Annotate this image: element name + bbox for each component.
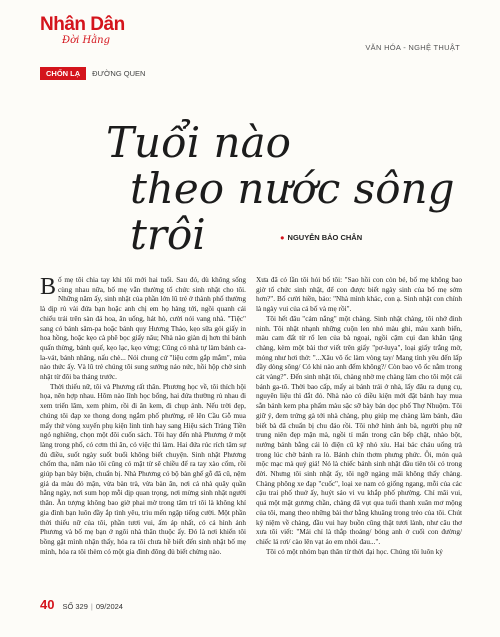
section-label: VĂN HÓA - NGHỆ THUẬT bbox=[365, 43, 460, 52]
issue-info bbox=[62, 602, 123, 611]
right-column bbox=[256, 276, 462, 557]
paragraph: Tôi có một nhóm bạn thân từ thời đại học. Chúng tôi luôn kỷ bbox=[266, 547, 443, 556]
masthead-sub: Đời Hằng bbox=[62, 35, 110, 46]
author-name: NGUYỄN BẢO CHÂN bbox=[287, 233, 363, 242]
paragraph: Xưa đã có lần tôi hỏi bố tôi: "Sao hồi con còn bé, bố mẹ không bao giờ tổ chức sinh nhật, để con được biết ngày sinh của bố mẹ sớm hơn?". Bố cười hiền, bảo: "Nhà mình khác, con ạ. Sinh nhật con chính là ngày vui của cả bố và mẹ rồi". bbox=[256, 276, 462, 314]
page-number: 40 bbox=[40, 597, 55, 612]
kicker-label: ĐƯỜNG QUEN bbox=[92, 69, 146, 78]
kicker bbox=[40, 67, 151, 80]
paragraph-text: ố mẹ tôi chia tay khi tôi mới hai tuổi. Sau đó, dù không sống cùng nhau nữa, bố mẹ vẫn thường tổ chức sinh nhật cho tôi. Những năm ấy, sinh nhật của phần lớn lũ trẻ ở thành phố thường là dịp rủ vài đứa bạn hoặc anh chị em họ hàng tới, ngồi quanh cái chiếu trải trên sàn đá hoa, ăn uống, hát hò, cười nói vang nhà. "Tiệc" sang có bánh sâm-pa hoặc bánh quy Hương Thảo, kẹo sữa gói giấy in hoa hồng, hoặc kẹo cà phê bọc giấy nâu; Nhà nào giàn dị hơn thì bánh quấn thừng, bánh quế, kẹo lạc, kẹo vừng; Cũng có nhà tự làm bánh ca-la-vát, bánh nhãng, nấu chè... Nói chung cứ "liệu cơm gắp mắm", mùa nào thức ấy. Và lũ trẻ chúng tôi sung sướng náo nức, hồi hộp chờ sinh nhật từ đôi ba tháng trước. bbox=[40, 276, 246, 382]
paragraph bbox=[40, 276, 246, 383]
title-line-2: theo nước sông trôi bbox=[130, 164, 455, 259]
issue-separator: | bbox=[90, 602, 93, 611]
masthead-name: Nhân Dân bbox=[40, 14, 125, 35]
page-footer bbox=[40, 597, 123, 612]
title-line-1: Tuổi nào bbox=[106, 118, 291, 167]
article-title bbox=[80, 120, 460, 258]
paragraph: Thời thiếu nữ, tôi và Phương rất thân. Phương học về, tôi thích hội họa, nên hợp nhau. Hôm nào lĩnh học bổng, hai đứa thường rủ nhau đi xem triển lãm, xem phim, rồi đi ăn kem, đi chụp ảnh. Nếu trời đẹp, chúng tôi đạp xe thong dong ngắm phố phường, rẽ lên Cầu Gỗ mua mấy thứ vòng xuyến phụ kiện linh tinh hay sang Hiệu sách Tràng Tiền ngó nghiêng, chọn một đôi cuốn sách. Tôi hay đến nhà Phương ở một làng trong phố, có cơm thì ăn, có việc thì làm. Hai đứa rúc rích tâm sự đủ điều, suốt ngày suốt buổi không biết chuyện. Sinh nhật Phương chốm tha, năm nào tôi cũng có mặt từ sẽ chiều để ra tay xào cốm, rồi giúp bạn bày biện, chuẩn bị. Nhà Phương có bộ bàn ghế gỗ đã cũ, nệm giả da màu đỏ mận, vừa bàn trà, vừa bàn ăn, nơi cả nhà quây quần hằng ngày, nơi sum họp mỗi dịp quan trọng, nơi mừng sinh nhật người thân. Ăn tượng không bao giờ phai mờ trong tâm trí tôi là không khí gia đình bạn luôn đầy ắp tình yêu, trìu mến ngập tiếng cười. Một phần thời thiếu nữ của tôi, phần tươi vui, ấm áp nhất, có cả hình ảnh Phương và bố mẹ bạn ở ngôi nhà thân thuộc ấy. Đó là nơi khiến tôi bồng gặt mình nhận thấy, hóa ra tôi chưa hề biết đến sinh nhật bố mẹ mình, hóa ra tôi thèm có một gia đình đông đủ biết chừng nào. bbox=[40, 382, 246, 556]
byline-bullet-icon: ● bbox=[280, 233, 285, 242]
dropcap: B bbox=[40, 274, 57, 300]
kicker-tag: CHỐN LẠ bbox=[40, 67, 86, 80]
issue-date: 09/2024 bbox=[95, 602, 123, 611]
paragraph: Tôi hết đâu "cảm nắng" một chàng. Sinh nhật chàng, tôi nhớ đinh ninh. Tôi nhặt nhạnh những cuộn len nhỏ màu ghi, màu xanh biển, màu cam đất từ rổ len của bà ngoại, ngồi cặm cụi đan khăn tặng chàng, kèm một bài thơ viết trên giấy "pơ-luya", loại giấy trắng mờ, mỏng như hơi thở: "...Xâu vô ốc làm vòng tay/ Mang tình yêu đến lấp đầy dòng sông/ Có khi nào anh đếm không?/ Còn bao vô ốc nằm trong cát vàng?". Đến sinh nhật tôi, chàng nhờ mẹ chàng làm cho tôi một cái bánh ga-tô. Thời bao cấp, mấy ai bánh trái ở nhà, lấy đâu ra dụng cụ, nguyên liệu thì đắt đỏ. Nhà nào có điều kiện mới đặt bánh hay mua sẵn bánh kem pha phẩm màu sặc sỡ bày bán dọc phố Thợ Nhuộm. Tôi giữ ý, đem trứng gà tới nhà chàng, phụ giúp mẹ chàng làm bánh, đâu biết bà đã chuẩn bị chu đáo rồi. Tôi nhớ hình ảnh bà, người phụ nữ trung niên đẹp mặn mà, ngồi tỉ mẩn trong căn bếp chật, nhào bột, nướng bánh bằng cái lò điện cũ kỹ nhỏ xíu. Hai bác cháu uống trà trong lúc chờ bánh ra lò. Bánh chín thơm phưng phức. Ôi, món quà mộc mạc mà quý giá! Nó là chiếc bánh sinh nhật đầu tiên tôi có trong đời. Nhưng tôi sinh nhật ấy, tôi ngỡ ngàng mãi không thấy chàng. Chàng phông xe đạp "cuốc", loại xe nam có giống ngang, mỗi của các cậu trai phố thuở ấy, huýt sáo vi vu khắp phố phường. Chỉ mãi vui, quá một mặt gương chần, chàng đã vụt qua tuổi thanh xuân mơ mộng của tôi, mang theo những bài thơ bằng khuâng trong trẻo của tôi. Chút ký niệm về chàng, đầu vui hay buồn cũng thật tươi lành, như câu thơ xưa tôi viết: "Mái chỉ là thắp thoáng/ bóng anh ở cuối con đường/ chiếc lá rơi/ cào lên vạt áo em nhói đau...". bbox=[256, 314, 462, 546]
left-column bbox=[40, 276, 246, 557]
masthead-logo bbox=[40, 14, 130, 54]
issue-number: SỐ 329 bbox=[62, 602, 88, 611]
byline bbox=[280, 233, 362, 242]
